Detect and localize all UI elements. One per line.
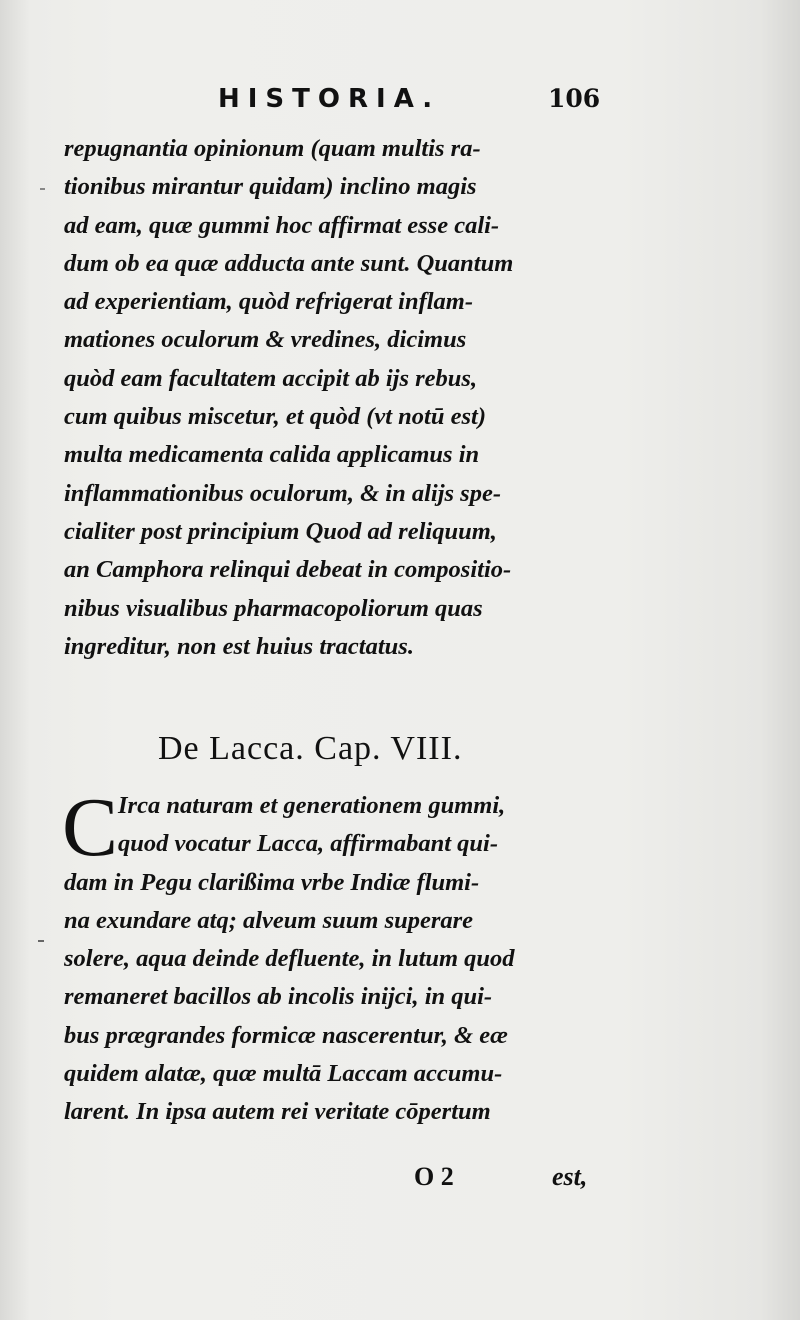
text-line: multa medicamenta calida applicamus in bbox=[64, 441, 480, 469]
drop-cap: C bbox=[62, 781, 119, 874]
text-line: mationes oculorum & vredines, dicimus bbox=[64, 326, 467, 354]
margin-mark bbox=[40, 188, 45, 190]
text-line: dum ob ea quæ adducta ante sunt. Quantum bbox=[64, 249, 514, 277]
text-line: quidem alatæ, quæ multā Laccam accumu- bbox=[64, 1060, 503, 1088]
chapter-text bbox=[62, 781, 609, 1132]
page-header bbox=[0, 84, 800, 124]
text-line: na exundare atq; alveum suum superare bbox=[64, 906, 474, 934]
text-line: ingreditur, non est huius tractatus. bbox=[64, 632, 414, 660]
text-line: ad experientiam, quòd refrigerat inflam- bbox=[64, 288, 473, 316]
text-line: remaneret bacillos ab incolis inijci, in qui- bbox=[64, 983, 493, 1011]
text-line: Irca naturam et generationem gummi, bbox=[118, 792, 506, 819]
text-line: quod vocatur Lacca, affirmabant qui- bbox=[118, 830, 498, 858]
text-line: larent. In ipsa autem rei veritate cōpertum bbox=[64, 1098, 491, 1126]
text-line: inflammationibus oculorum, & in alijs spe- bbox=[64, 479, 502, 507]
signature-mark: O 2 bbox=[414, 1162, 454, 1191]
margin-mark bbox=[38, 940, 44, 942]
chapter-heading: De Lacca. Cap. VIII. bbox=[158, 730, 463, 767]
text-line: solere, aqua deinde defluente, in lutum quod bbox=[64, 945, 515, 973]
text-line: ad eam, quæ gummi hoc affirmat esse cali- bbox=[64, 211, 500, 239]
text-line: cialiter post principium Quod ad reliquum, bbox=[64, 517, 497, 545]
catchword: est, bbox=[552, 1162, 588, 1191]
page-footer bbox=[0, 1162, 800, 1202]
text-line: an Camphora relinqui debeat in compositio- bbox=[64, 556, 512, 584]
text-line: repugnantia opinionum (quam multis ra- bbox=[64, 135, 481, 162]
text-line: bus prægrandes formicæ nascerentur, & eæ bbox=[64, 1021, 508, 1049]
text-line: quòd eam facultatem accipit ab ijs rebus, bbox=[64, 364, 478, 392]
body-text bbox=[64, 130, 609, 666]
page-number: 106 bbox=[548, 84, 601, 113]
text-line: cum quibus miscetur, et quòd (vt notū est) bbox=[64, 403, 486, 431]
text-line: nibus visualibus pharmacopoliorum quas bbox=[64, 594, 483, 622]
text-line: dam in Pegu clarißima vrbe Indiæ flumi- bbox=[64, 868, 480, 896]
text-line: tionibus mirantur quidam) inclino magis bbox=[64, 173, 477, 201]
running-title: HISTORIA. bbox=[218, 84, 441, 114]
